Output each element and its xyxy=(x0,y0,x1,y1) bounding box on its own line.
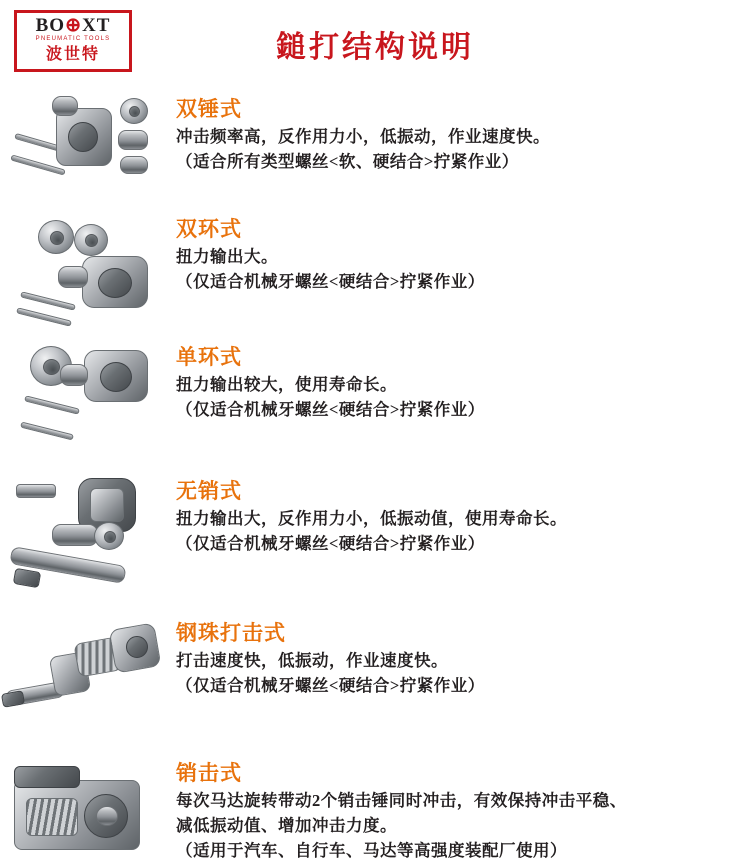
section-double-ring xyxy=(0,216,750,336)
item-line: 减低振动值、增加冲击力度。 xyxy=(176,816,397,835)
hammer-cam-2 xyxy=(120,156,148,174)
pin-part xyxy=(20,422,74,441)
brand-name-cn: 波世特 xyxy=(45,46,100,63)
item-title: 无销式 xyxy=(176,479,242,503)
item-line: 扭力输出大。 xyxy=(176,247,278,266)
item-line: 扭力输出大，反作用力小，低振动值，使用寿命长。 xyxy=(176,509,567,528)
ring-part xyxy=(74,224,108,256)
ball-impact-text xyxy=(176,620,742,698)
hammer-bore xyxy=(68,122,98,152)
double-ring-text xyxy=(176,216,742,294)
shaft-tip xyxy=(1,690,25,708)
hammer-collar xyxy=(58,266,88,288)
hammer-bore xyxy=(100,362,132,392)
anvil-collar xyxy=(52,524,98,546)
item-title: 销击式 xyxy=(176,761,242,785)
clutch-shaft xyxy=(96,806,118,826)
item-title: 钢珠打击式 xyxy=(176,621,286,645)
pin-part xyxy=(20,291,76,310)
item-line: （仅适合机械牙螺丝<硬结合>拧紧作业） xyxy=(176,400,485,419)
ball-impact-assembly-illustration xyxy=(0,620,172,740)
hammer-bore xyxy=(98,268,132,298)
spring-part xyxy=(26,798,78,836)
pin-part xyxy=(24,395,80,414)
ring-part xyxy=(94,522,124,550)
item-line: 打击速度快，低振动，作业速度快。 xyxy=(176,651,448,670)
washer-part xyxy=(16,484,56,498)
single-ring-assembly-illustration xyxy=(0,344,172,464)
hammer-bore xyxy=(126,636,148,658)
item-line: （适用于汽车、自行车、马达等高强度装配厂使用） xyxy=(176,841,567,860)
hammer-lug xyxy=(52,96,78,116)
pinless-text xyxy=(176,478,742,556)
item-line: 冲击频率高，反作用力小，低振动，作业速度快。 xyxy=(176,127,550,146)
brand-name-en: BO⊕XT xyxy=(35,15,111,36)
ring-part xyxy=(38,220,74,254)
item-line: （仅适合机械牙螺丝<硬结合>拧紧作业） xyxy=(176,272,485,291)
pin-clutch-text xyxy=(176,760,742,863)
item-title: 双锤式 xyxy=(176,97,242,121)
page-title: 鎚打结构说明 xyxy=(276,31,474,64)
pin-part xyxy=(16,307,72,326)
double-hammer-text xyxy=(176,96,742,174)
item-title: 双环式 xyxy=(176,217,242,241)
clutch-cap xyxy=(14,766,80,788)
item-title: 单环式 xyxy=(176,345,242,369)
cam-window xyxy=(90,488,124,522)
item-line: 扭力输出较大，使用寿命长。 xyxy=(176,375,397,394)
section-pinless xyxy=(0,478,750,608)
double-hammer-assembly-illustration xyxy=(0,96,172,206)
section-ball-impact xyxy=(0,620,750,740)
anvil-ring xyxy=(120,98,148,124)
shaft-tip xyxy=(13,568,41,588)
hammer-collar xyxy=(60,364,88,386)
item-line: 每次马达旋转带动2个销击锤同时冲击，有效保持冲击平稳、 xyxy=(176,791,627,810)
section-double-hammer xyxy=(0,96,750,206)
double-ring-assembly-illustration xyxy=(0,216,172,336)
hammer-cam xyxy=(118,130,148,150)
pinless-assembly-illustration xyxy=(0,478,172,608)
single-ring-text xyxy=(176,344,742,422)
item-line: （仅适合机械牙螺丝<硬结合>拧紧作业） xyxy=(176,676,485,695)
page-header xyxy=(0,0,750,84)
section-pin-clutch xyxy=(0,760,750,860)
section-single-ring xyxy=(0,344,750,464)
pin-clutch-assembly-illustration xyxy=(0,760,172,860)
brand-tagline: PNEUMATIC TOOLS xyxy=(35,36,111,42)
item-line: （仅适合机械牙螺丝<硬结合>拧紧作业） xyxy=(176,534,485,553)
item-line: （适合所有类型螺丝<软、硬结合>拧紧作业） xyxy=(176,152,519,171)
